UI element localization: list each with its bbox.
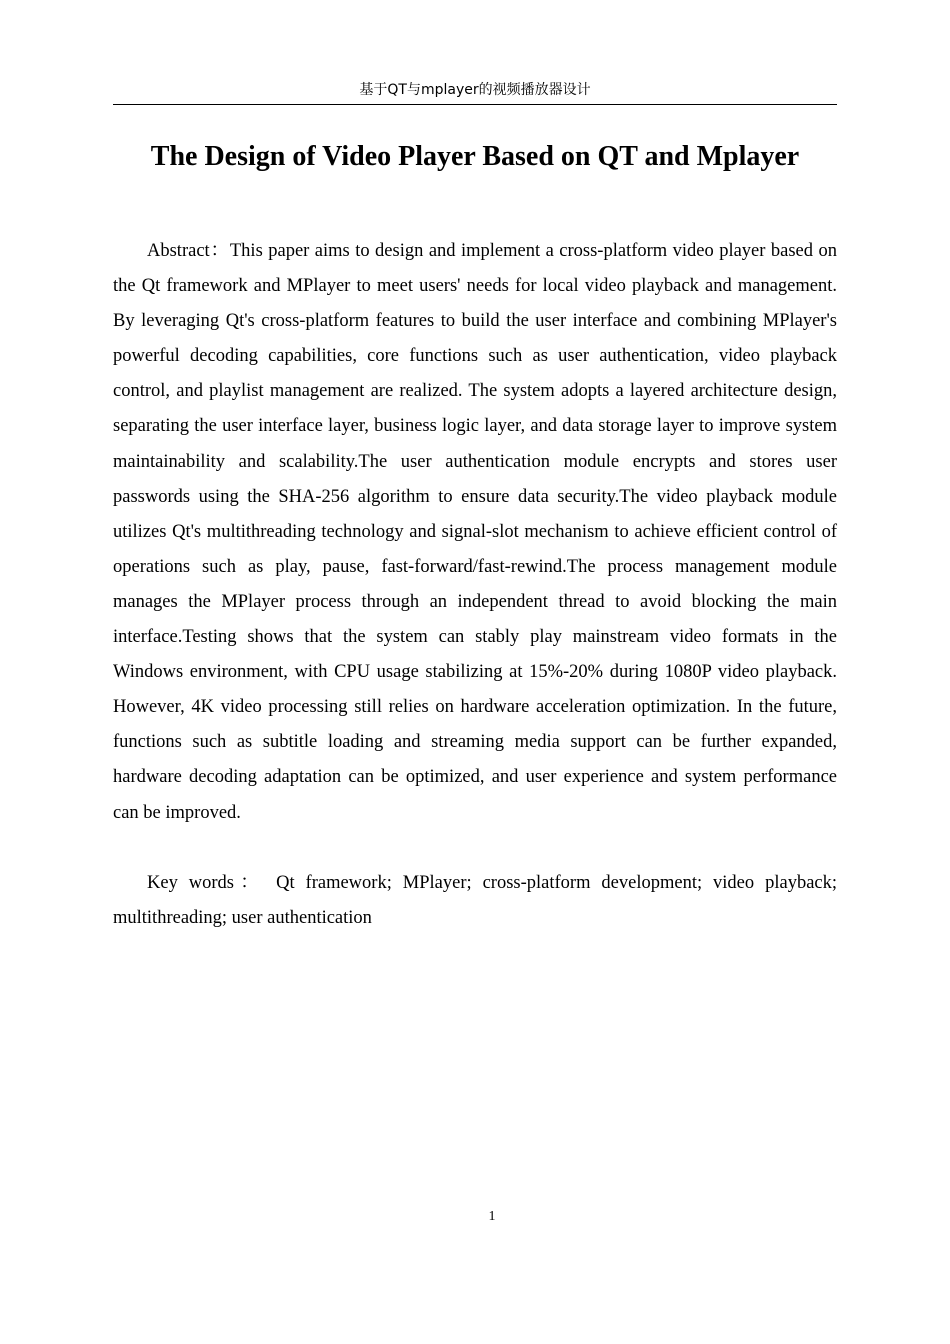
- keywords-paragraph: [113, 866, 837, 936]
- abstract-paragraph: [113, 234, 837, 831]
- page-number: 1: [488, 1209, 496, 1224]
- paper-title: The Design of Video Player Based on QT and Mplayer: [150, 141, 800, 172]
- header-divider: [113, 104, 837, 105]
- running-header: 基于QT与mplayer的视频播放器设计: [359, 82, 591, 98]
- keywords-text: Qt framework; MPlayer; cross-platform development; video playback; multithreading; user authentication: [113, 873, 838, 929]
- keywords-label: Key words：: [147, 873, 266, 893]
- abstract-label: Abstract：: [147, 241, 230, 261]
- abstract-text: This paper aims to design and implement a cross-platform video player based on the Qt framework and MPlayer to meet users' needs for local video playback and management. By leveraging Qt's cross-platform features to build the user interface and combining MPlayer's powerful decoding capabilities, core functions such as user authentication, video playback control, and playlist management are realized. The system adopts a layered architecture design, separating the user interface layer, business logic layer, and data storage layer to improve system maintainability and scalability.The user authentication module encrypts and stores user passwords using the SHA-256 algorithm to ensure data security.The video playback module utilizes Qt's multithreading technology and signal-slot mechanism to achieve efficient control of operations such as play, pause, fast-forward/fast-rewind.The process management module manages the MPlayer process through an independent thread to avoid blocking the main interface.Testing shows that the system can stably play mainstream video formats in the Windows environment, with CPU usage stabilizing at 15%-20% during 1080P video playback. However, 4K video processing still relies on hardware acceleration optimization. In the future, functions such as subtitle loading and streaming media support can be further expanded, hardware decoding adaptation can be optimized, and user experience and system performance can be improved.: [113, 241, 837, 823]
